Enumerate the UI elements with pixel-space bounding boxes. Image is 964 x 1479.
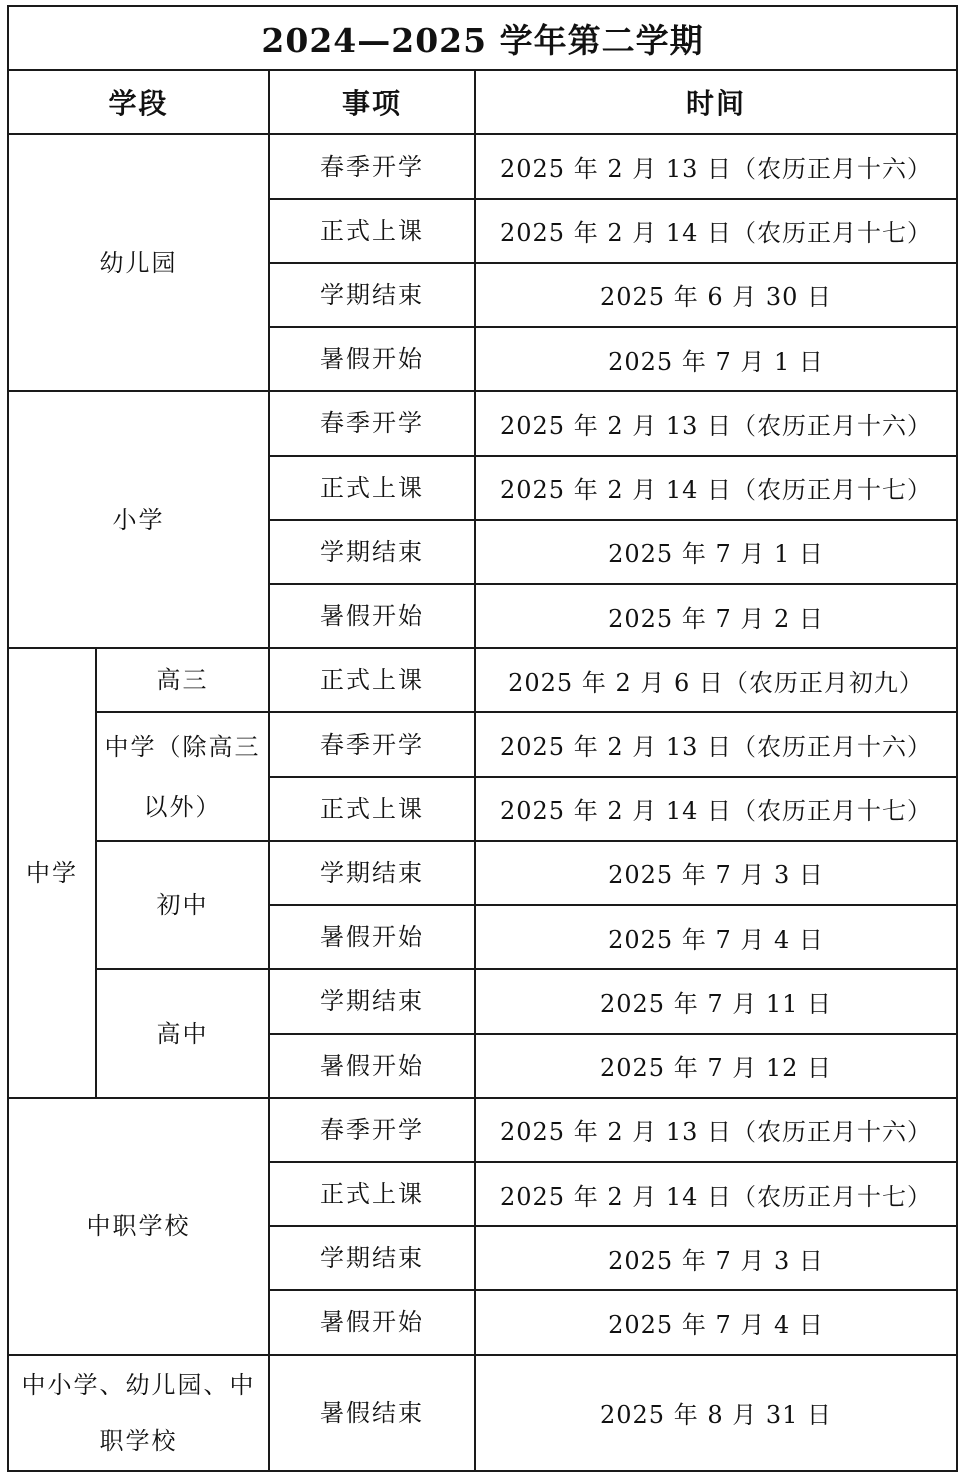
time-cell: 2025 年 2 月 13 日（农历正月十六） — [475, 712, 957, 776]
table-title: 2024—2025 学年第二学期 — [8, 6, 957, 70]
item-cell: 暑假开始 — [269, 1290, 475, 1354]
item-cell: 暑假开始 — [269, 327, 475, 391]
item-cell: 学期结束 — [269, 969, 475, 1033]
stage-vocational: 中职学校 — [8, 1098, 269, 1355]
time-cell: 2025 年 7 月 3 日 — [475, 1226, 957, 1290]
time-cell: 2025 年 2 月 14 日（农历正月十七） — [475, 456, 957, 520]
stage-secondary: 中学 — [8, 648, 96, 1098]
item-cell: 春季开学 — [269, 134, 475, 198]
time-cell: 2025 年 6 月 30 日 — [475, 263, 957, 327]
stage-all: 中小学、幼儿园、中职学校 — [8, 1355, 269, 1471]
time-cell: 2025 年 2 月 13 日（农历正月十六） — [475, 1098, 957, 1162]
item-cell: 春季开学 — [269, 1098, 475, 1162]
item-cell: 学期结束 — [269, 520, 475, 584]
item-cell: 正式上课 — [269, 199, 475, 263]
item-cell: 春季开学 — [269, 391, 475, 455]
time-cell: 2025 年 7 月 1 日 — [475, 327, 957, 391]
item-cell: 学期结束 — [269, 841, 475, 905]
substage-senior3: 高三 — [96, 648, 269, 712]
header-item: 事项 — [269, 70, 475, 134]
substage-senior: 高中 — [96, 969, 269, 1097]
time-cell: 2025 年 7 月 12 日 — [475, 1034, 957, 1098]
item-cell: 正式上课 — [269, 648, 475, 712]
item-cell: 暑假开始 — [269, 1034, 475, 1098]
time-cell: 2025 年 7 月 1 日 — [475, 520, 957, 584]
time-cell: 2025 年 7 月 3 日 — [475, 841, 957, 905]
item-cell: 暑假结束 — [269, 1355, 475, 1471]
item-cell: 正式上课 — [269, 456, 475, 520]
time-cell: 2025 年 7 月 4 日 — [475, 1290, 957, 1354]
substage-except-senior3: 中学（除高三以外） — [96, 712, 269, 840]
time-cell: 2025 年 8 月 31 日 — [475, 1355, 957, 1471]
time-cell: 2025 年 2 月 14 日（农历正月十七） — [475, 1162, 957, 1226]
item-cell: 学期结束 — [269, 263, 475, 327]
item-cell: 正式上课 — [269, 777, 475, 841]
item-cell: 春季开学 — [269, 712, 475, 776]
substage-junior: 初中 — [96, 841, 269, 969]
header-stage: 学段 — [8, 70, 269, 134]
item-cell: 暑假开始 — [269, 905, 475, 969]
item-cell: 正式上课 — [269, 1162, 475, 1226]
time-cell: 2025 年 2 月 14 日（农历正月十七） — [475, 777, 957, 841]
stage-primary: 小学 — [8, 391, 269, 648]
time-cell: 2025 年 7 月 11 日 — [475, 969, 957, 1033]
time-cell: 2025 年 2 月 13 日（农历正月十六） — [475, 134, 957, 198]
time-cell: 2025 年 2 月 13 日（农历正月十六） — [475, 391, 957, 455]
time-cell: 2025 年 2 月 6 日（农历正月初九） — [475, 648, 957, 712]
stage-kindergarten: 幼儿园 — [8, 134, 269, 391]
item-cell: 学期结束 — [269, 1226, 475, 1290]
time-cell: 2025 年 2 月 14 日（农历正月十七） — [475, 199, 957, 263]
time-cell: 2025 年 7 月 4 日 — [475, 905, 957, 969]
header-time: 时间 — [475, 70, 957, 134]
time-cell: 2025 年 7 月 2 日 — [475, 584, 957, 648]
item-cell: 暑假开始 — [269, 584, 475, 648]
school-calendar-table — [7, 5, 958, 1472]
